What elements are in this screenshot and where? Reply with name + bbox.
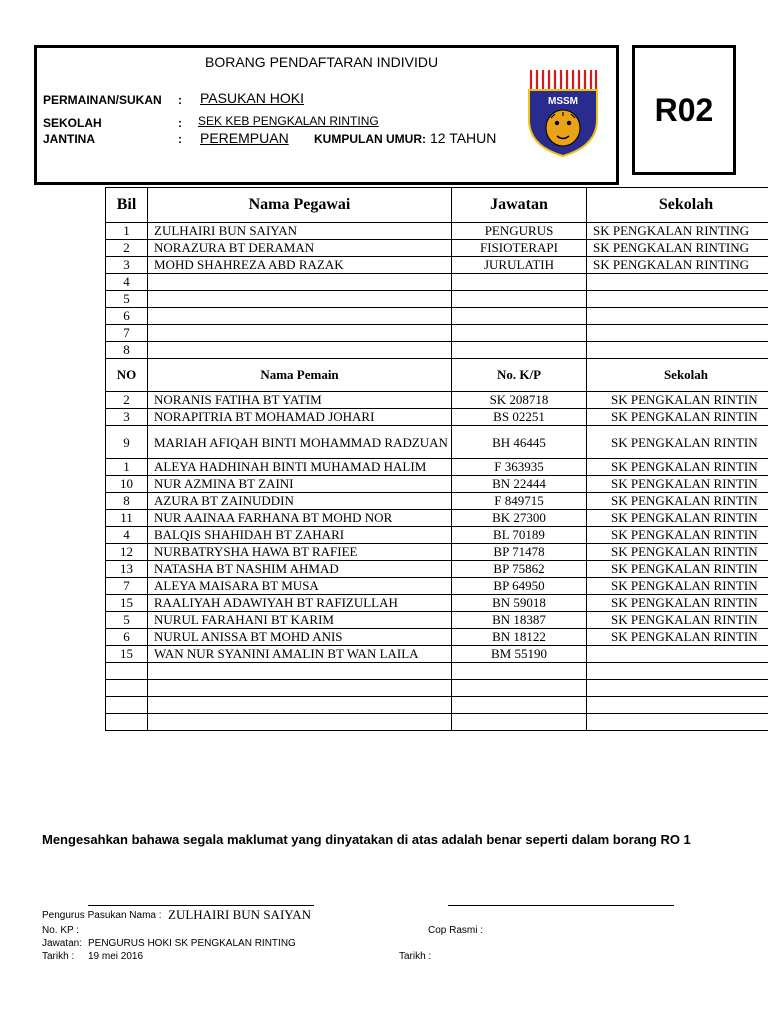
permainan-separator: : (178, 93, 182, 107)
table-row (106, 223, 768, 240)
cell-kp (452, 697, 587, 714)
cell-kp: BN 22444 (452, 476, 587, 493)
cell-kp: BP 75862 (452, 561, 587, 578)
signature-line-right (448, 905, 674, 906)
table-row (106, 342, 768, 359)
cell-nama (148, 274, 452, 291)
cell-kp: BN 18387 (452, 612, 587, 629)
sekolah-label: SEKOLAH (43, 116, 102, 130)
cell-nama: RAALIYAH ADAWIYAH BT RAFIZULLAH (148, 595, 452, 612)
cell-nama: NORAZURA BT DERAMAN (148, 240, 452, 257)
header-bil: Bil (106, 188, 148, 223)
cell-kp: SK 208718 (452, 392, 587, 409)
cell-no: 5 (106, 612, 148, 629)
logo-text: MSSM (548, 96, 578, 107)
cell-kp: F 363935 (452, 459, 587, 476)
header-no: NO (106, 359, 148, 392)
table-row (106, 612, 768, 629)
table-row (106, 544, 768, 561)
header-nama-pegawai: Nama Pegawai (148, 188, 452, 223)
table-row (106, 629, 768, 646)
cell-no (106, 714, 148, 731)
cell-sekolah: SK PENGKALAN RINTIN (587, 426, 768, 459)
form-code-box (632, 45, 736, 175)
cell-bil: 2 (106, 240, 148, 257)
cell-sekolah: SK PENGKALAN RINTING (587, 223, 768, 240)
cell-jawatan: PENGURUS (452, 223, 587, 240)
nokp-label: No. KP : (42, 925, 80, 936)
cell-nama: NURUL FARAHANI BT KARIM (148, 612, 452, 629)
cell-no: 12 (106, 544, 148, 561)
cell-nama: MARIAH AFIQAH BINTI MOHAMMAD RADZUAN (148, 426, 452, 459)
table-row (106, 291, 768, 308)
table-row (106, 595, 768, 612)
cell-bil: 7 (106, 325, 148, 342)
cell-sekolah: SK PENGKALAN RINTIN (587, 544, 768, 561)
cell-sekolah: SK PENGKALAN RINTIN (587, 629, 768, 646)
cell-jawatan (452, 342, 587, 359)
cell-no: 11 (106, 510, 148, 527)
cell-no: 2 (106, 392, 148, 409)
cell-jawatan: FISIOTERAPI (452, 240, 587, 257)
table-row (106, 527, 768, 544)
tarikh-label-right: Tarikh : (399, 951, 432, 962)
header-sekolah-pemain: Sekolah (587, 359, 768, 392)
permainan-label: PERMAINAN/SUKAN (43, 93, 162, 107)
jantina-separator: : (178, 132, 182, 146)
cell-nama (148, 714, 452, 731)
table-row (106, 392, 768, 409)
cell-sekolah: SK PENGKALAN RINTIN (587, 612, 768, 629)
cell-sekolah (587, 646, 768, 663)
cell-no: 10 (106, 476, 148, 493)
cell-nama: ALEYA HADHINAH BINTI MUHAMAD HALIM (148, 459, 452, 476)
cop-rasmi-label: Cop Rasmi : (428, 925, 484, 936)
table-row (106, 257, 768, 274)
cell-nama: BALQIS SHAHIDAH BT ZAHARI (148, 527, 452, 544)
cell-no: 15 (106, 646, 148, 663)
cell-bil: 5 (106, 291, 148, 308)
cell-jawatan: JURULATIH (452, 257, 587, 274)
cell-sekolah (587, 274, 768, 291)
table-row (106, 459, 768, 476)
pengurus-value: ZULHAIRI BUN SAIYAN (168, 907, 311, 922)
officials-header-row (106, 188, 768, 223)
table-row (106, 240, 768, 257)
table-row (106, 308, 768, 325)
cell-kp: BN 59018 (452, 595, 587, 612)
jantina-value: PEREMPUAN (200, 130, 289, 146)
cell-sekolah: SK PENGKALAN RINTIN (587, 510, 768, 527)
cell-bil: 4 (106, 274, 148, 291)
players-header-row (106, 359, 768, 392)
cell-no (106, 697, 148, 714)
cell-sekolah (587, 308, 768, 325)
permainan-value: PASUKAN HOKI (200, 90, 304, 106)
cell-kp: BN 18122 (452, 629, 587, 646)
table-row (106, 697, 768, 714)
table-row (106, 510, 768, 527)
kumpulan-umur-label: KUMPULAN UMUR: (314, 132, 426, 146)
cell-sekolah: SK PENGKALAN RINTIN (587, 476, 768, 493)
table-row (106, 325, 768, 342)
form-title: BORANG PENDAFTARAN INDIVIDU (205, 54, 439, 70)
tarikh-value: 19 mei 2016 (88, 951, 144, 962)
table-row (106, 493, 768, 510)
cell-kp: BP 64950 (452, 578, 587, 595)
table-row (106, 561, 768, 578)
cell-nama: NORAPITRIA BT MOHAMAD JOHARI (148, 409, 452, 426)
cell-sekolah (587, 291, 768, 308)
cell-bil: 6 (106, 308, 148, 325)
cell-sekolah (587, 325, 768, 342)
cell-sekolah (587, 714, 768, 731)
cell-no: 7 (106, 578, 148, 595)
header-jawatan: Jawatan (452, 188, 587, 223)
cell-no: 9 (106, 426, 148, 459)
cell-kp (452, 680, 587, 697)
sekolah-separator: : (178, 116, 182, 130)
cell-nama: ZULHAIRI BUN SAIYAN (148, 223, 452, 240)
table-row (106, 476, 768, 493)
cell-no: 13 (106, 561, 148, 578)
cell-nama: ALEYA MAISARA BT MUSA (148, 578, 452, 595)
cell-nama (148, 680, 452, 697)
table-row (106, 578, 768, 595)
table-row (106, 426, 768, 459)
cell-kp: BM 55190 (452, 646, 587, 663)
kumpulan-umur-value: 12 TAHUN (430, 130, 497, 146)
cell-no: 3 (106, 409, 148, 426)
cell-bil: 3 (106, 257, 148, 274)
table-row (106, 274, 768, 291)
cell-sekolah: SK PENGKALAN RINTING (587, 257, 768, 274)
cell-kp: BP 71478 (452, 544, 587, 561)
cell-sekolah (587, 680, 768, 697)
confirmation-statement: Mengesahkan bahawa segala maklumat yang dinyatakan di atas adalah benar seperti dalam borang RO 1 (42, 832, 691, 847)
table-row (106, 680, 768, 697)
cell-no: 6 (106, 629, 148, 646)
cell-kp (452, 663, 587, 680)
cell-nama: NORANIS FATIHA BT YATIM (148, 392, 452, 409)
cell-sekolah: SK PENGKALAN RINTIN (587, 493, 768, 510)
signature-line-left (88, 905, 314, 906)
tarikh-label: Tarikh : (42, 951, 75, 962)
jantina-label: JANTINA (43, 132, 96, 146)
cell-nama: WAN NUR SYANINI AMALIN BT WAN LAILA (148, 646, 452, 663)
officials-table (105, 187, 768, 731)
cell-kp: BH 46445 (452, 426, 587, 459)
cell-nama (148, 308, 452, 325)
cell-sekolah: SK PENGKALAN RINTIN (587, 459, 768, 476)
header-sekolah: Sekolah (587, 188, 768, 223)
cell-sekolah (587, 697, 768, 714)
cell-nama: AZURA BT ZAINUDDIN (148, 493, 452, 510)
cell-sekolah (587, 342, 768, 359)
cell-no: 4 (106, 527, 148, 544)
header-no-kp: No. K/P (452, 359, 587, 392)
cell-nama (148, 663, 452, 680)
table-row (106, 409, 768, 426)
cell-jawatan (452, 274, 587, 291)
cell-nama: NUR AZMINA BT ZAINI (148, 476, 452, 493)
cell-nama: MOHD SHAHREZA ABD RAZAK (148, 257, 452, 274)
cell-no (106, 663, 148, 680)
cell-nama: NURUL ANISSA BT MOHD ANIS (148, 629, 452, 646)
cell-kp: BL 70189 (452, 527, 587, 544)
cell-nama: NUR AAINAA FARHANA BT MOHD NOR (148, 510, 452, 527)
cell-nama: NATASHA BT NASHIM AHMAD (148, 561, 452, 578)
mssm-logo (527, 68, 599, 158)
sekolah-value: SEK KEB PENGKALAN RINTING (198, 114, 379, 128)
cell-nama (148, 325, 452, 342)
cell-nama (148, 342, 452, 359)
table-row (106, 646, 768, 663)
table-row (106, 663, 768, 680)
jawatan-label: Jawatan: (42, 938, 83, 949)
cell-nama (148, 697, 452, 714)
cell-no: 15 (106, 595, 148, 612)
cell-nama: NURBATRYSHA HAWA BT RAFIEE (148, 544, 452, 561)
cell-bil: 8 (106, 342, 148, 359)
cell-kp (452, 714, 587, 731)
cell-sekolah: SK PENGKALAN RINTIN (587, 595, 768, 612)
cell-kp: BK 27300 (452, 510, 587, 527)
cell-nama (148, 291, 452, 308)
cell-bil: 1 (106, 223, 148, 240)
cell-no: 1 (106, 459, 148, 476)
cell-no (106, 680, 148, 697)
cell-jawatan (452, 291, 587, 308)
table-row (106, 714, 768, 731)
cell-sekolah: SK PENGKALAN RINTIN (587, 578, 768, 595)
cell-sekolah: SK PENGKALAN RINTIN (587, 392, 768, 409)
cell-no: 8 (106, 493, 148, 510)
form-code: R02 (654, 91, 714, 128)
cell-jawatan (452, 308, 587, 325)
cell-kp: BS 02251 (452, 409, 587, 426)
jawatan-value: PENGURUS HOKI SK PENGKALAN RINTING (88, 938, 296, 949)
cell-jawatan (452, 325, 587, 342)
header-nama-pemain: Nama Pemain (148, 359, 452, 392)
cell-sekolah: SK PENGKALAN RINTIN (587, 409, 768, 426)
cell-sekolah: SK PENGKALAN RINTIN (587, 561, 768, 578)
pengurus-label: Pengurus Pasukan Nama : (42, 910, 162, 921)
cell-sekolah (587, 663, 768, 680)
cell-kp: F 849715 (452, 493, 587, 510)
cell-sekolah: SK PENGKALAN RINTIN (587, 527, 768, 544)
cell-sekolah: SK PENGKALAN RINTING (587, 240, 768, 257)
